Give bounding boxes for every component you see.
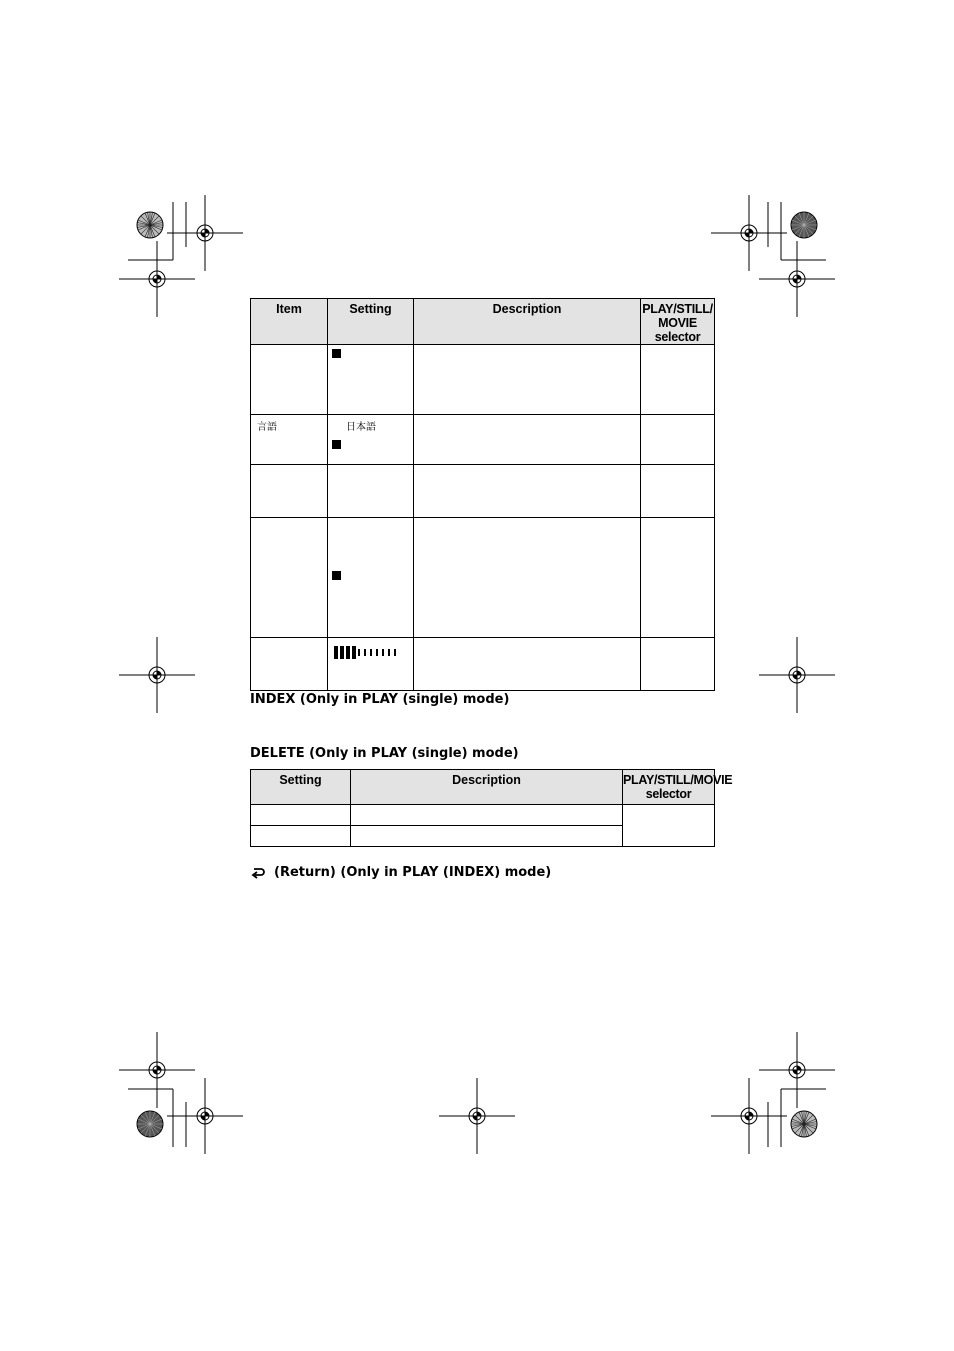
table-row <box>251 518 715 638</box>
delete-table <box>250 769 733 847</box>
item-cell <box>251 465 328 518</box>
volume-segment-empty <box>388 649 390 656</box>
selector-cell <box>641 345 715 415</box>
volume-segment-empty <box>382 649 384 656</box>
volume-segment-filled <box>340 646 344 659</box>
setting-cell <box>328 415 414 465</box>
item-cell <box>251 518 328 638</box>
volume-segment-filled <box>346 646 350 659</box>
header-selector-line2: selector <box>645 787 692 801</box>
selector-cell <box>623 805 715 847</box>
description-cell <box>414 518 641 638</box>
index-heading: INDEX (Only in PLAY (single) mode) <box>250 692 510 707</box>
selector-cell <box>641 638 715 691</box>
item-cell <box>251 638 328 691</box>
volume-segment-empty <box>394 649 396 656</box>
setting-cell <box>328 465 414 518</box>
language-setting-label: 日本語 <box>346 422 376 433</box>
language-item-label: 言語 <box>257 422 277 433</box>
table-row <box>251 638 715 691</box>
volume-segment-filled <box>334 646 338 659</box>
delete-heading: DELETE (Only in PLAY (single) mode) <box>250 746 519 761</box>
header-selector-line2: MOVIE selector <box>654 316 701 344</box>
description-cell <box>414 638 641 691</box>
description-cell <box>414 415 641 465</box>
selector-cell <box>641 415 715 465</box>
volume-segment-empty <box>364 649 366 656</box>
default-marker-icon <box>332 571 341 580</box>
return-arrow-icon <box>250 866 266 880</box>
table-row <box>251 415 715 465</box>
volume-segment-empty <box>370 649 372 656</box>
header-item: Item <box>251 299 328 345</box>
setting-cell <box>251 826 351 847</box>
item-cell <box>251 345 328 415</box>
setting-cell <box>328 345 414 415</box>
header-selector-line1: PLAY/STILL/MOVIE <box>623 773 733 787</box>
description-cell <box>414 345 641 415</box>
default-marker-icon <box>332 440 341 449</box>
volume-segment-empty <box>358 649 360 656</box>
description-cell <box>414 465 641 518</box>
volume-segment-filled <box>352 646 356 659</box>
volume-level-bar <box>334 646 404 659</box>
header-setting: Setting <box>251 770 351 805</box>
table-row <box>251 805 715 826</box>
header-description: Description <box>351 770 623 805</box>
header-setting: Setting <box>328 299 414 345</box>
description-cell <box>351 805 623 826</box>
return-heading: (Return) (Only in PLAY (INDEX) mode) <box>274 865 552 880</box>
settings-table <box>250 298 715 691</box>
header-description: Description <box>414 299 641 345</box>
header-selector <box>623 770 733 805</box>
table-row <box>251 345 715 415</box>
table-row <box>251 465 715 518</box>
description-cell <box>351 826 623 847</box>
setting-cell <box>251 805 351 826</box>
setting-cell <box>328 638 414 691</box>
default-marker-icon <box>332 349 341 358</box>
item-cell <box>251 415 328 465</box>
header-selector <box>641 299 715 345</box>
volume-segment-empty <box>376 649 378 656</box>
return-heading-row <box>250 865 551 880</box>
setting-cell <box>328 518 414 638</box>
selector-cell <box>641 518 715 638</box>
header-selector-line1: PLAY/STILL/ <box>642 302 713 316</box>
selector-cell <box>641 465 715 518</box>
